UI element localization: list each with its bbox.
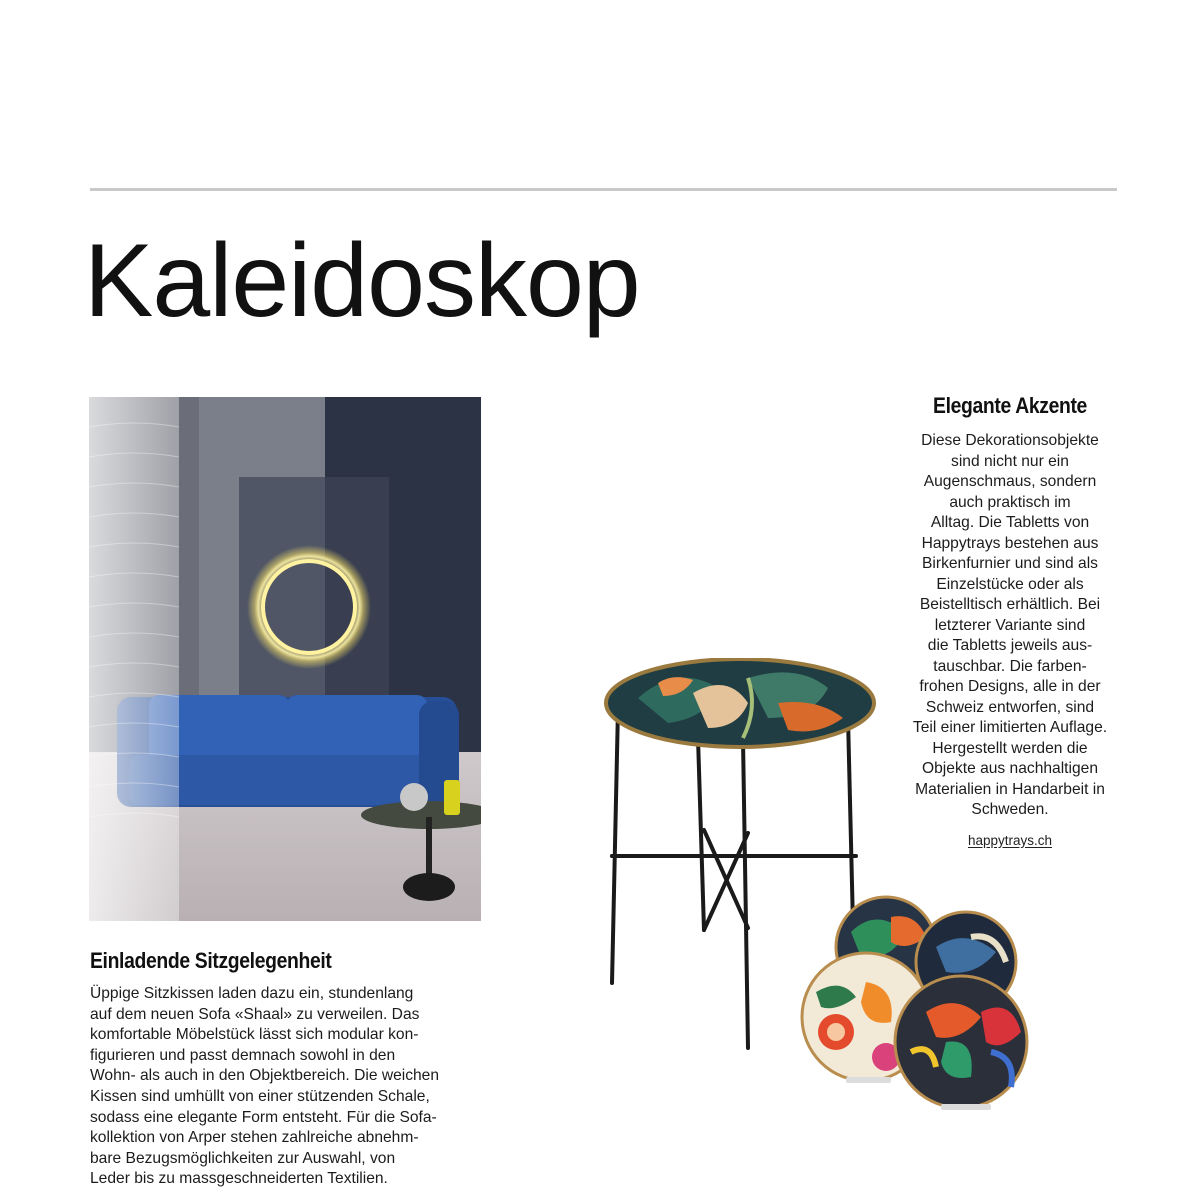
article-trays [890, 393, 1130, 850]
article-sofa-body: Üppige Sitzkissen laden dazu ein, stundenlang auf dem neuen Sofa «Shaal» zu verweilen. Das komfortable Möbelstück lässt sich modular kon- figurieren und passt demnach sowohl in den Wohn- als auch in den Objektbereich. Die weichen Kissen sind umhüllt von einer stützenden Schale, sodass eine elegante Form entsteht. Für die Sofa- kollektion von Arper stehen zahlreiche abnehm- bare Bezugsmöglichkeiten zur Auswahl, von Leder bis zu massgeschneiderten Textilien. [90, 985, 440, 1188]
article-sofa-heading: Einladende Sitzgelegenheit [90, 948, 332, 973]
top-rule [90, 188, 1117, 191]
happytrays-link[interactable]: happytrays.ch [967, 832, 1053, 848]
article-trays-heading: Elegante Akzente [933, 393, 1087, 418]
article-sofa [90, 948, 480, 1190]
article-trays-body: Diese Dekorationsobjekte sind nicht nur ein Augenschmaus, sondern auch praktisch im Alltag. Die Tabletts von Happytrays bestehen aus Birkenfurnier und sind als Einzelstücke oder als Beistelltisch erhältlich. Bei letzterer Variante sind die Tabletts jeweils aus- tauschbar. Die farben- frohen Designs, alle in der Schweiz entworfen, sind Teil einer limitierten Auflage. Hergestellt werden die Objekte aus nachhaltigen Materialien in Handarbeit in Schweden. [912, 432, 1108, 818]
trays-stack-photo [796, 892, 1046, 1132]
page-title: Kaleidoskop [84, 223, 640, 339]
sofa-photo [89, 397, 481, 921]
